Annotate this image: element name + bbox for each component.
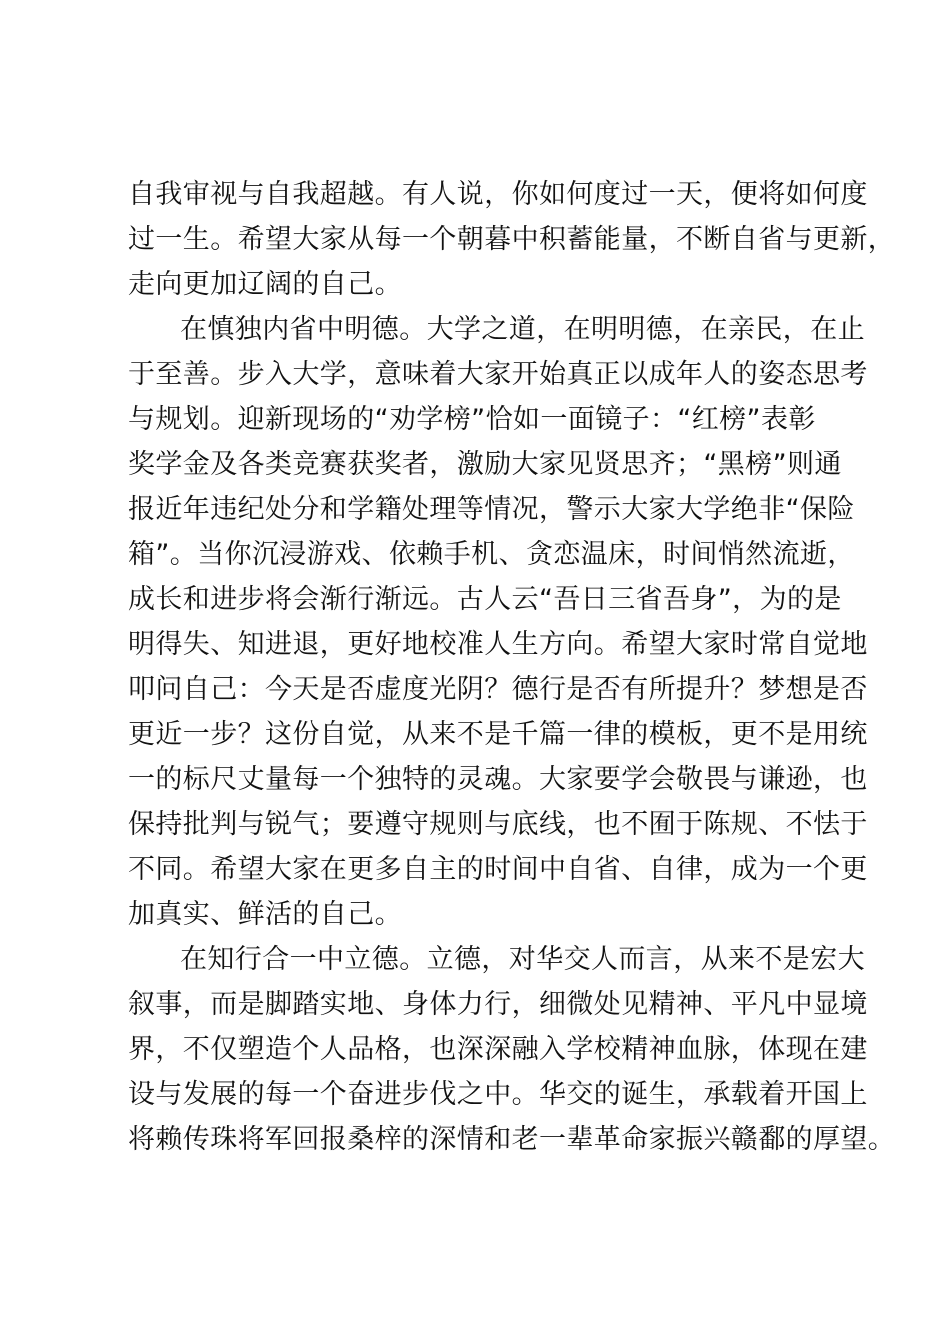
text-line: 过一生。希望大家从每一个朝暮中积蓄能量，不断自省与更新， [128,224,896,255]
text-line: 成长和进步将会渐行渐远。古人云“吾日三省吾身”，为的是 [128,584,842,615]
text-line: 保持批判与锐气；要遵守规则与底线，也不囿于陈规、不怯于 [128,809,868,840]
text-line: 于至善。步入大学，意味着大家开始真正以成年人的姿态思考 [128,359,868,390]
text-line: 奖学金及各类竞赛获奖者，激励大家见贤思齐；“黑榜”则通 [128,449,842,480]
text-line: 叙事，而是脚踏实地、身体力行，细微处见精神、平凡中显境 [128,989,868,1020]
text-line: 将赖传珠将军回报桑梓的深情和老一辈革命家振兴赣鄱的厚望。 [128,1124,896,1155]
text-line: 加真实、鲜活的自己。 [128,899,402,930]
text-line: 明得失、知进退，更好地校准人生方向。希望大家时常自觉地 [128,629,868,660]
body-text [128,172,896,1162]
paragraph-1 [128,172,896,307]
text-line: 箱”。当你沉浸游戏、依赖手机、贪恋温床，时间悄然流逝， [128,539,855,570]
text-line: 自我审视与自我超越。有人说，你如何度过一天，便将如何度 [128,179,868,210]
paragraph-3 [128,937,896,1162]
text-line: 设与发展的每一个奋进步伐之中。华交的诞生，承载着开国上 [128,1079,868,1110]
text-line: 一的标尺丈量每一个独特的灵魂。大家要学会敬畏与谦逊，也 [128,764,868,795]
text-line: 在慎独内省中明德。大学之道，在明明德，在亲民，在止 [180,314,865,345]
text-line: 更近一步？这份自觉，从来不是千篇一律的模板，更不是用统 [128,719,868,750]
text-line: 不同。希望大家在更多自主的时间中自省、自律，成为一个更 [128,854,868,885]
text-line: 界，不仅塑造个人品格，也深深融入学校精神血脉，体现在建 [128,1034,868,1065]
text-line: 在知行合一中立德。立德，对华交人而言，从来不是宏大 [180,944,865,975]
text-line: 走向更加辽阔的自己。 [128,269,402,300]
text-line: 与规划。迎新现场的“劝学榜”恰如一面镜子：“红榜”表彰 [128,404,816,435]
text-line: 叩问自己：今天是否虚度光阴？德行是否有所提升？梦想是否 [128,674,868,705]
text-line: 报近年违纪处分和学籍处理等情况，警示大家大学绝非“保险 [128,494,855,525]
paragraph-2 [128,307,868,937]
